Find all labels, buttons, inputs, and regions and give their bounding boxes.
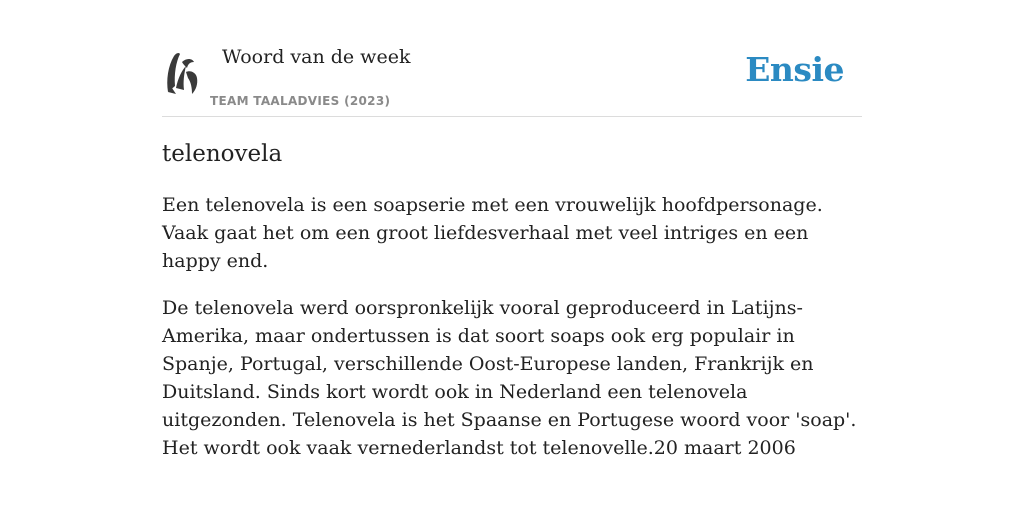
definition-paragraph: Een telenovela is een soapserie met een vrouwelijk hoofdpersonage. Vaak gaat het om een groot liefdesverhaal met veel intriges en een happy end.: [162, 194, 823, 272]
section-title: Woord van de week: [222, 46, 411, 68]
term-heading: telenovela: [162, 141, 283, 167]
explanation-paragraph: [162, 294, 862, 462]
flemish-lion-logo-icon: [162, 48, 202, 96]
brand-logo[interactable]: Ensie: [745, 50, 844, 89]
publication-date: 20 maart 2006: [653, 437, 796, 459]
article-header: [162, 0, 862, 117]
author-label: TEAM TAALADVIES (2023): [210, 94, 391, 108]
article-card: [162, 0, 862, 462]
explanation-text: De telenovela werd oorspronkelijk vooral geproduceerd in Latijns-Amerika, maar ondertussen is dat soort soaps ook erg populair in Spanje, Portugal, verschillende Oost-Europese landen, Frankrijk en Duitsland. Sinds kort wordt ook in Nederland een telenovela uitgezonden. Telenovela is het Spaanse en Portugese woord voor 'soap'. Het wordt ook vaak vernederlandst tot telenovelle.: [162, 297, 857, 459]
